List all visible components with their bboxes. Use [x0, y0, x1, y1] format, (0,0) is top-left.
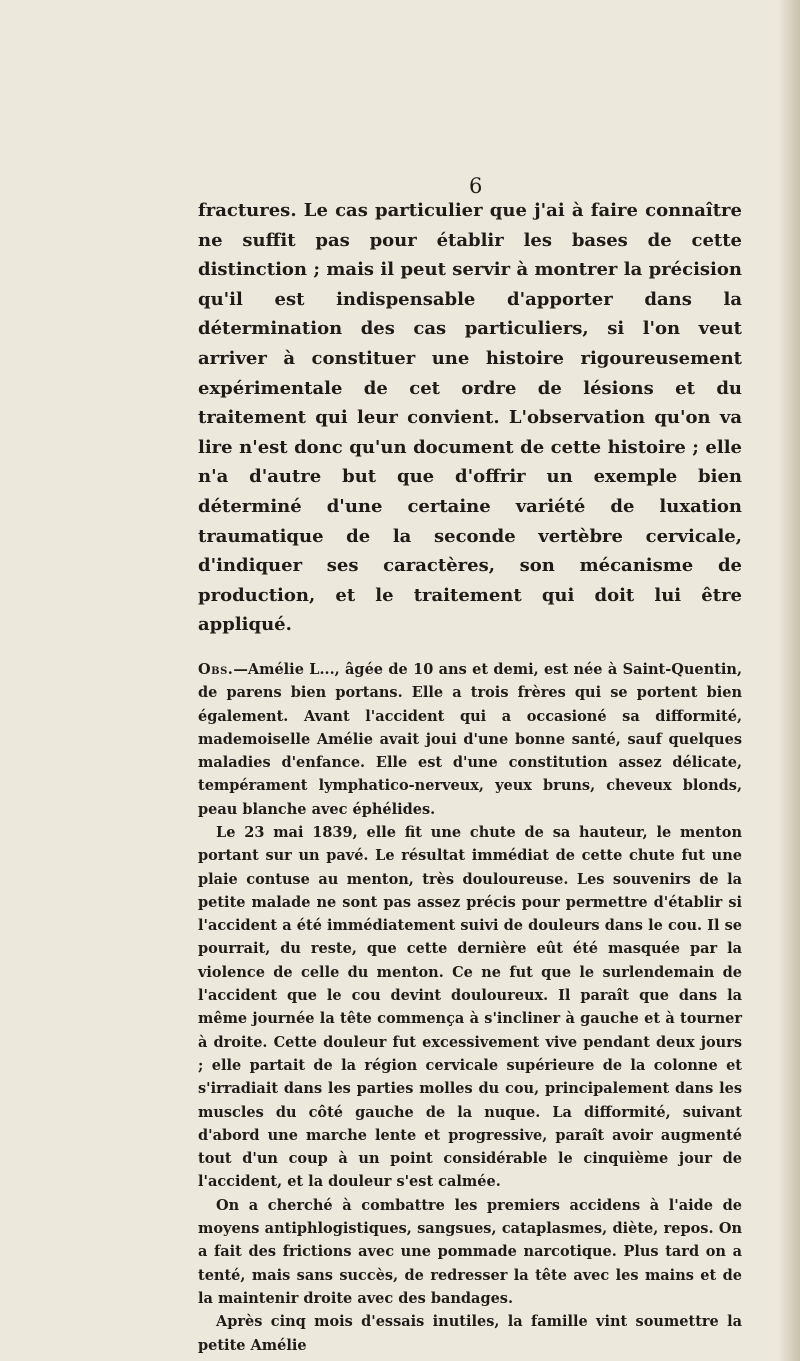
intro-section — [198, 196, 742, 640]
page-number: 6 — [469, 174, 483, 198]
observation-paragraph-2: Le 23 mai 1839, elle fit une chute de sa hauteur, le menton portant sur un pavé. Le résultat immédiat de cette chute fut une plaie contuse au menton, très douloureuse. Les souvenirs de la petite malade ne sont pas assez précis pour permettre d'établir si l'accident a été immédiatement suivi de douleurs dans le cou. Il se pourrait, du reste, que cette dernière eût été masquée par la violence de celle du menton. Ce ne fut que le surlendemain de l'accident que le cou devint douloureux. Il paraît que dans la même journée la tête commença à s'incliner à gauche et à tourner à droite. Cette douleur fut excessivement vive pendant deux jours ; elle partait de la région cervicale supérieure de la colonne et s'irradiait dans les parties molles du cou, principalement dans les muscles du côté gauche de la nuque. La difformité, suivant d'abord une marche lente et progressive, paraît avoir augmenté tout d'un coup à un point considérable le cinquième jour de l'accident, et la douleur s'est calmée. — [198, 823, 742, 1191]
observation-section — [198, 658, 742, 1357]
intro-paragraph: fractures. Le cas particulier que j'ai à faire connaître ne suffit pas pour établir les bases de cette distinction ; mais il peut servir à montrer la précision qu'il est indispensable d'apporter dans la détermination des cas particuliers, si l'on veut arriver à constituer une histoire rigoureusement expérimentale de cet ordre de lésions et du traitement qui leur convient. L'observation qu'on va lire n'est donc qu'un document de cette histoire ; elle n'a d'autre but que d'offrir un exemple bien déterminé d'une certaine variété de luxation traumatique de la seconde vertèbre cervicale, d'indiquer ses caractères, son mécanisme de production, et le traitement qui doit lui être appliqué. — [198, 200, 742, 636]
page-body — [198, 196, 742, 1357]
observation-paragraph-1 — [198, 658, 742, 821]
page-edge-shadow — [778, 0, 800, 1361]
observation-paragraph-3: On a cherché à combattre les premiers accidens à l'aide de moyens antiphlogistiques, sangsues, cataplasmes, diète, repos. On a fait des frictions avec une pommade narcotique. Plus tard on a tenté, mais sans succès, de redresser la tête avec les mains et de la maintenir droite avec des bandages. — [198, 1196, 742, 1307]
observation-paragraph-1-text: —Amélie L..., âgée de 10 ans et demi, est née à Saint-Quentin, de parens bien portans. Elle a trois frères qui se portent bien également. Avant l'accident qui a occasioné sa difformité, mademoiselle Amélie avait joui d'une bonne santé, sauf quelques maladies d'enfance. Elle est d'une constitution assez délicate, tempérament lymphatico-nerveux, yeux bruns, cheveux blonds, peau blanche avec éphélides. — [198, 660, 742, 818]
observation-label: Obs. — [198, 660, 234, 678]
observation-paragraph-4: Après cinq mois d'essais inutiles, la famille vint soumettre la petite Amélie — [198, 1313, 742, 1354]
